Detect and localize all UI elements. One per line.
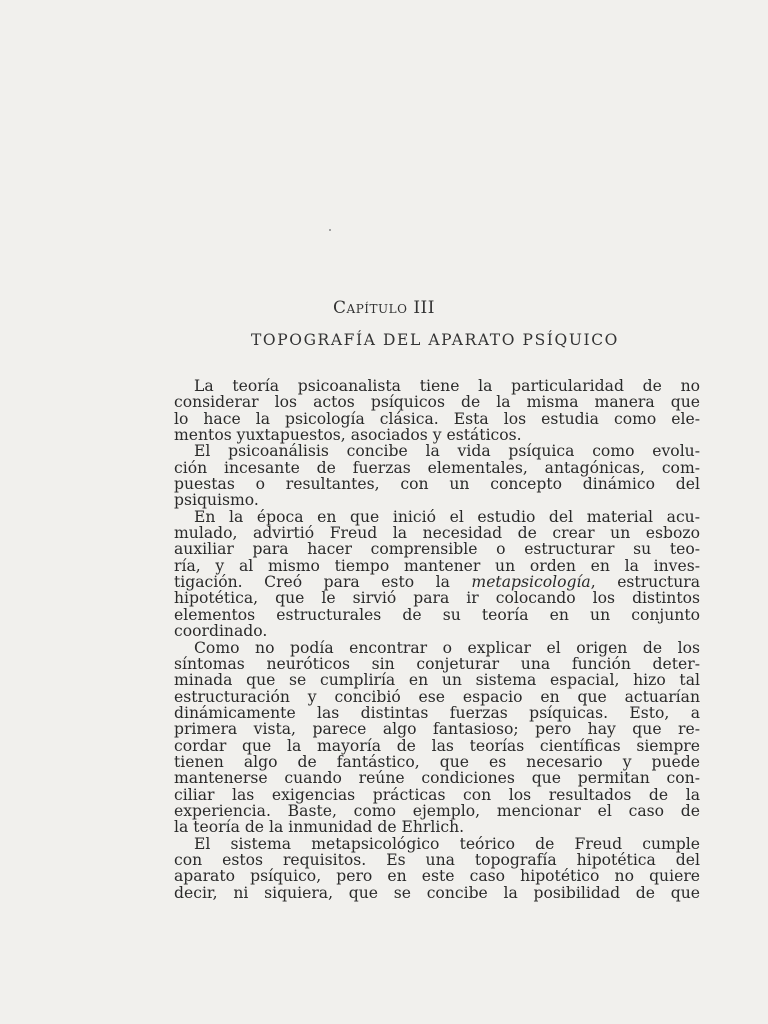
text-line: El sistema metapsicológico teórico de Freud cumple	[194, 834, 700, 853]
text-line: cordar que la mayoría de las teorías científicas siempre	[174, 736, 700, 755]
chapter-label: Capítulo III	[333, 298, 435, 318]
text-line: considerar los actos psíquicos de la misma manera que	[174, 393, 700, 412]
text-line: Como no podía encontrar o explicar el origen de los	[194, 638, 700, 657]
text-line: tienen algo de fantástico, que es necesario y puede	[174, 752, 700, 771]
text-line: la teoría de la inmunidad de Ehrlich.	[174, 818, 465, 837]
text-line	[174, 574, 700, 590]
text-line: experiencia. Baste, como ejemplo, mencionar el caso de	[174, 801, 700, 820]
text-line: El psicoanálisis concibe la vida psíquica como evolu-	[194, 442, 700, 461]
text-line: psiquismo.	[174, 491, 259, 510]
text-line: puestas o resultantes, con un concepto dinámico del	[174, 475, 700, 494]
text-line: aparato psíquico, pero en este caso hipotético no quiere	[174, 867, 700, 886]
text-line: síntomas neuróticos sin conjeturar una función deter-	[174, 654, 700, 673]
text-line: lo hace la psicología clásica. Esta los estudia como ele-	[174, 409, 700, 428]
text-line: dinámicamente las distintas fuerzas psíquicas. Esto, a	[174, 703, 700, 722]
text-line: estructuración y concibió ese espacio en que actuarían	[174, 687, 700, 706]
text-line: hipotética, que le sirvió para ir colocando los distintos	[174, 589, 700, 608]
text-line: mantenerse cuando reúne condiciones que permitan con-	[174, 769, 700, 788]
chapter-heading	[0, 298, 768, 318]
italic-term: metapsicología	[471, 573, 591, 592]
text-line: auxiliar para hacer comprensible o estructurar su teo-	[174, 540, 700, 559]
text-line: mulado, advirtió Freud la necesidad de crear un esbozo	[174, 524, 700, 543]
text-line: minada que se cumpliría en un sistema espacial, hizo tal	[174, 671, 700, 690]
text-line: mentos yuxtapuestos, asociados y estáticos.	[174, 426, 522, 445]
text-line: primera vista, parece algo fantasioso; pero hay que re-	[174, 720, 700, 739]
text-line: con estos requisitos. Es una topografía hipotética del	[174, 850, 700, 869]
chapter-title: TOPOGRAFÍA DEL APARATO PSÍQUICO	[250, 331, 619, 349]
text-line: ría, y al mismo tiempo mantener un orden en la inves-	[174, 556, 700, 575]
text-line: elementos estructurales de su teoría en un conjunto	[174, 605, 700, 624]
text-line-prefix: tigación. Creó para esto la	[174, 573, 472, 592]
text-line: La teoría psicoanalista tiene la particularidad de no	[194, 377, 700, 395]
text-line: En la época en que inició el estudio del material acu-	[194, 507, 700, 526]
text-line: decir, ni siquiera, que se concibe la posibilidad de que	[174, 883, 700, 902]
text-line: coordinado.	[174, 622, 268, 641]
text-line: ción incesante de fuerzas elementales, antagónicas, com-	[174, 458, 700, 477]
scan-speck	[329, 229, 331, 231]
body-text	[174, 378, 700, 901]
text-line-suffix: , estructura	[590, 573, 700, 592]
text-line: ciliar las exigencias prácticas con los resultados de la	[174, 785, 700, 804]
